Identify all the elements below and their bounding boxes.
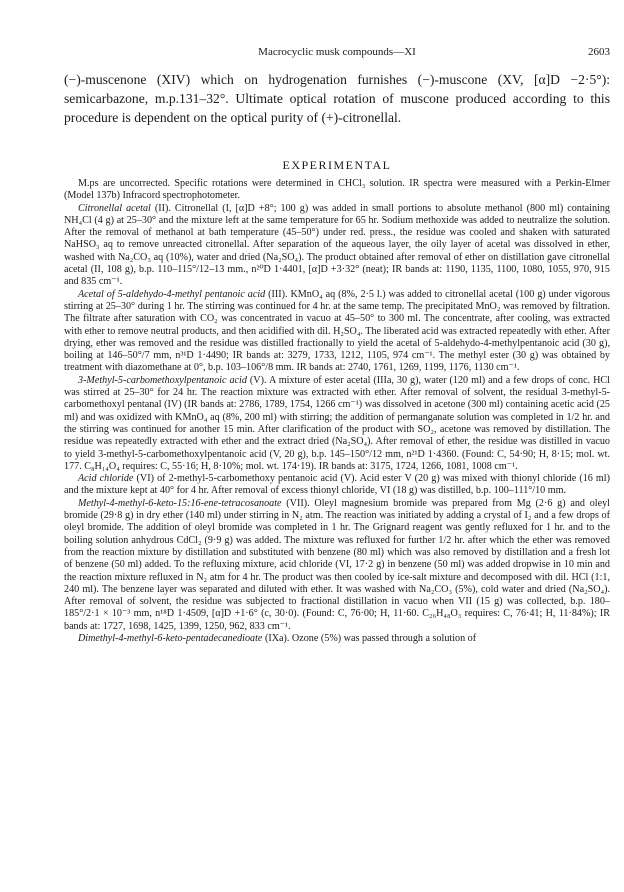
paragraph-lead: Methyl-4-methyl-6-keto-15:16-ene-tetracosanoate bbox=[78, 497, 282, 509]
paragraph-text: (VI) of 2-methyl-5-carbomethoxy pentanoic acid (V). Acid ester V (20 g) was mixed with thionyl chloride (16 ml) and the mixture kept at 40° for 4 hr. After removal of excess thionyl chloride, VI (18 g) was distilled, b.p. 100–111°/10 mm. bbox=[64, 473, 610, 497]
experimental-paragraph bbox=[64, 473, 610, 498]
section-heading-experimental: EXPERIMENTAL bbox=[282, 158, 392, 172]
paragraph-text: (VII). Oleyl magnesium bromide was prepared from Mg (2·6 g) and oleyl bromide (29·8 g) in dry ether (140 ml) under stirring in N₂ atm. The reaction was initiated by adding a crystal of I₂ and a few drops of oleyl bromide. The addition of oleyl bromide was completed in 1 hr. The Grignard reagent was gently refluxed for 1 hr. and to the boiling solution anhydrous CdCl₂ (9·9 g) was added. The mixture was refluxed for further 1/2 hr. after which the ether was removed from the reaction mixture by distillation and substituted with benzene (80 ml) which was also removed by distillation and a fresh lot of benzene (50 ml) added. To the refluxing mixture, acid chloride (VI, 17·2 g) in benzene (50 ml) was added dropwise in 10 min and the reaction mixture refluxed in N₂ atm for 4 hr. The product was then cooled by ice-salt mixture and decomposed with dil. HCl (1:1, 240 ml). The benzene layer was separated and diluted with ether. It was washed with Na₂CO₃ (5%), cold water and dried (Na₂SO₄). After removal of solvent, the residue was subjected to fractional distillation in vacuo when VII (15 g) was collected, b.p. 180–185°/2·1 × 10⁻³ mm, n¹⁸D 1·4509, [α]D +1·6° (c, 30·0). (Found: C, 76·00; H, 11·60. C₂₆H₄₈O₃ requires: C, 76·41; H, 11·84%); IR bands at: 1727, 1698, 1425, 1399, 1250, 962, 833 cm⁻¹. bbox=[64, 497, 610, 632]
experimental-paragraph bbox=[64, 203, 610, 289]
page-number: 2603 bbox=[588, 46, 610, 58]
paragraph-text: (III). KMnO₄ aq (8%, 2·5 l.) was added to citronellal acetal (100 g) under vigorous stirring at 25–30° during 1 hr. The stirring was continued for 4 hr. at the same temp. The precipitated MnO₂ was removed by filtration. The filtrate after saturation with CO₂ was concentrated in vacuo at 45–50° to 300 ml. The concentrate, after cooling, was extracted with ether to remove neutral products, and then acidified with dil. H₂SO₄. The liberated acid was extracted repeatedly with ether. After drying, ether was removed and the residue was distilled fractionally to yield the acetal of 5-aldehydo-4-methylpentanoic acid (30 g), boiling at 146–50°/7 mm, n³¹D 1·4490; IR bands at: 3279, 1733, 1212, 1105, 974 cm⁻¹. The methyl ester (30 g) was obtained by treatment with diazomethane at 0°, b.p. 103–106°/8 mm. IR bands at: 2740, 1761, 1269, 1199, 1176, 1130 cm⁻¹. bbox=[64, 288, 610, 374]
experimental-paragraph bbox=[64, 633, 610, 645]
paragraph-text: (II). Citronellal (I, [α]D +8°; 100 g) was added in small portions to absolute methanol (800 ml) containing NH₄Cl (4 g) at 25–30° and the mixture left at the same temperature for 65 hr. Sodium methoxide was added to neutralize the solution. After the removal of methanol at bath temperature (45–50°) under red. press., the residue was cooled and shaken with saturated NaHSO₃ aq to remove unreacted citronellal. After separation of the aqueous layer, the oily layer of acetal was dissolved in ether, washed with Na₂CO₃ aq (10%), water and dried (Na₂SO₄). The product obtained after removal of ether on distillation gave citronellal acetal (II, 108 g), b.p. 110–115°/12–13 mm., n²⁰D 1·4401, [α]D +3·32° (neat); IR bands at: 1190, 1135, 1100, 1080, 1055, 970, 915 and 835 cm⁻¹. bbox=[64, 202, 610, 288]
experimental-paragraph bbox=[64, 178, 610, 203]
intro-paragraph: (−)-muscenone (XIV) which on hydrogenation furnishes (−)-muscone (XV, [α]D −2·5°): semicarbazone, m.p.131–32°. Ultimate optical rotation of muscone produced according to this procedure is dependent on the optical purity of (+)-citronellal. bbox=[64, 72, 610, 125]
paragraph-lead: Acid chloride bbox=[78, 473, 134, 485]
paragraph-text: M.ps are uncorrected. Specific rotations were determined in CHCl₃ solution. IR spectra were measured with a Perkin-Elmer (Model 137b) Infracord spectrophotometer. bbox=[64, 178, 610, 202]
experimental-paragraph bbox=[64, 375, 610, 473]
paragraph-lead: 3-Methyl-5-carbomethoxylpentanoic acid bbox=[78, 374, 247, 386]
running-title: Macrocyclic musk compounds—XI bbox=[258, 46, 416, 58]
experimental-paragraph bbox=[64, 289, 610, 375]
paragraph-lead: Acetal of 5-aldehydo-4-methyl pentanoic acid bbox=[78, 288, 266, 300]
experimental-paragraph bbox=[64, 498, 610, 633]
paragraph-lead: Dimethyl-4-methyl-6-keto-pentadecanedioate bbox=[78, 632, 263, 644]
experimental-body bbox=[64, 178, 610, 645]
paragraph-lead: Citronellal acetal bbox=[78, 202, 151, 214]
running-head bbox=[64, 46, 610, 64]
paragraph-text: (V). A mixture of ester acetal (IIIa, 30 g), water (120 ml) and a few drops of conc. HCl was stirred at 25–30° for 24 hr. The reaction mixture was extracted with ether. After removal of solvent, the residual 3-methyl-5-carbomethoxyl pentanal (IV) (IR bands at: 2786, 1789, 1754, 1266 cm⁻¹) was dissolved in acetone (300 ml) containing acetic acid (25 ml) and was oxidized with KMnO₄ aq (8%, 200 ml) with stirring; the addition of permanganate solution was completed in 1/2 hr. and the stirring was continued for another 15 min. After clarification of the product with SO₂, acetone was removed by distillation. The residue was repeatedly extracted with ether and the extract dried (Na₂SO₄). After removal of ether, the residue was distilled in vacuo to yield 3-methyl-5-carbomethoxylpentanoic acid (V, 20 g), b.p. 145–150°/12 mm, n²¹D 1·4360. (Found: C, 54·90; H, 8·15; mol. wt. 177. C₈H₁₄O₄ requires: C, 55·16; H, 8·10%; mol. wt. 174·19). IR bands at: 3175, 1724, 1266, 1081, 1008 cm⁻¹. bbox=[64, 374, 610, 472]
paragraph-text: (IXa). Ozone (5%) was passed through a solution of bbox=[262, 632, 477, 644]
